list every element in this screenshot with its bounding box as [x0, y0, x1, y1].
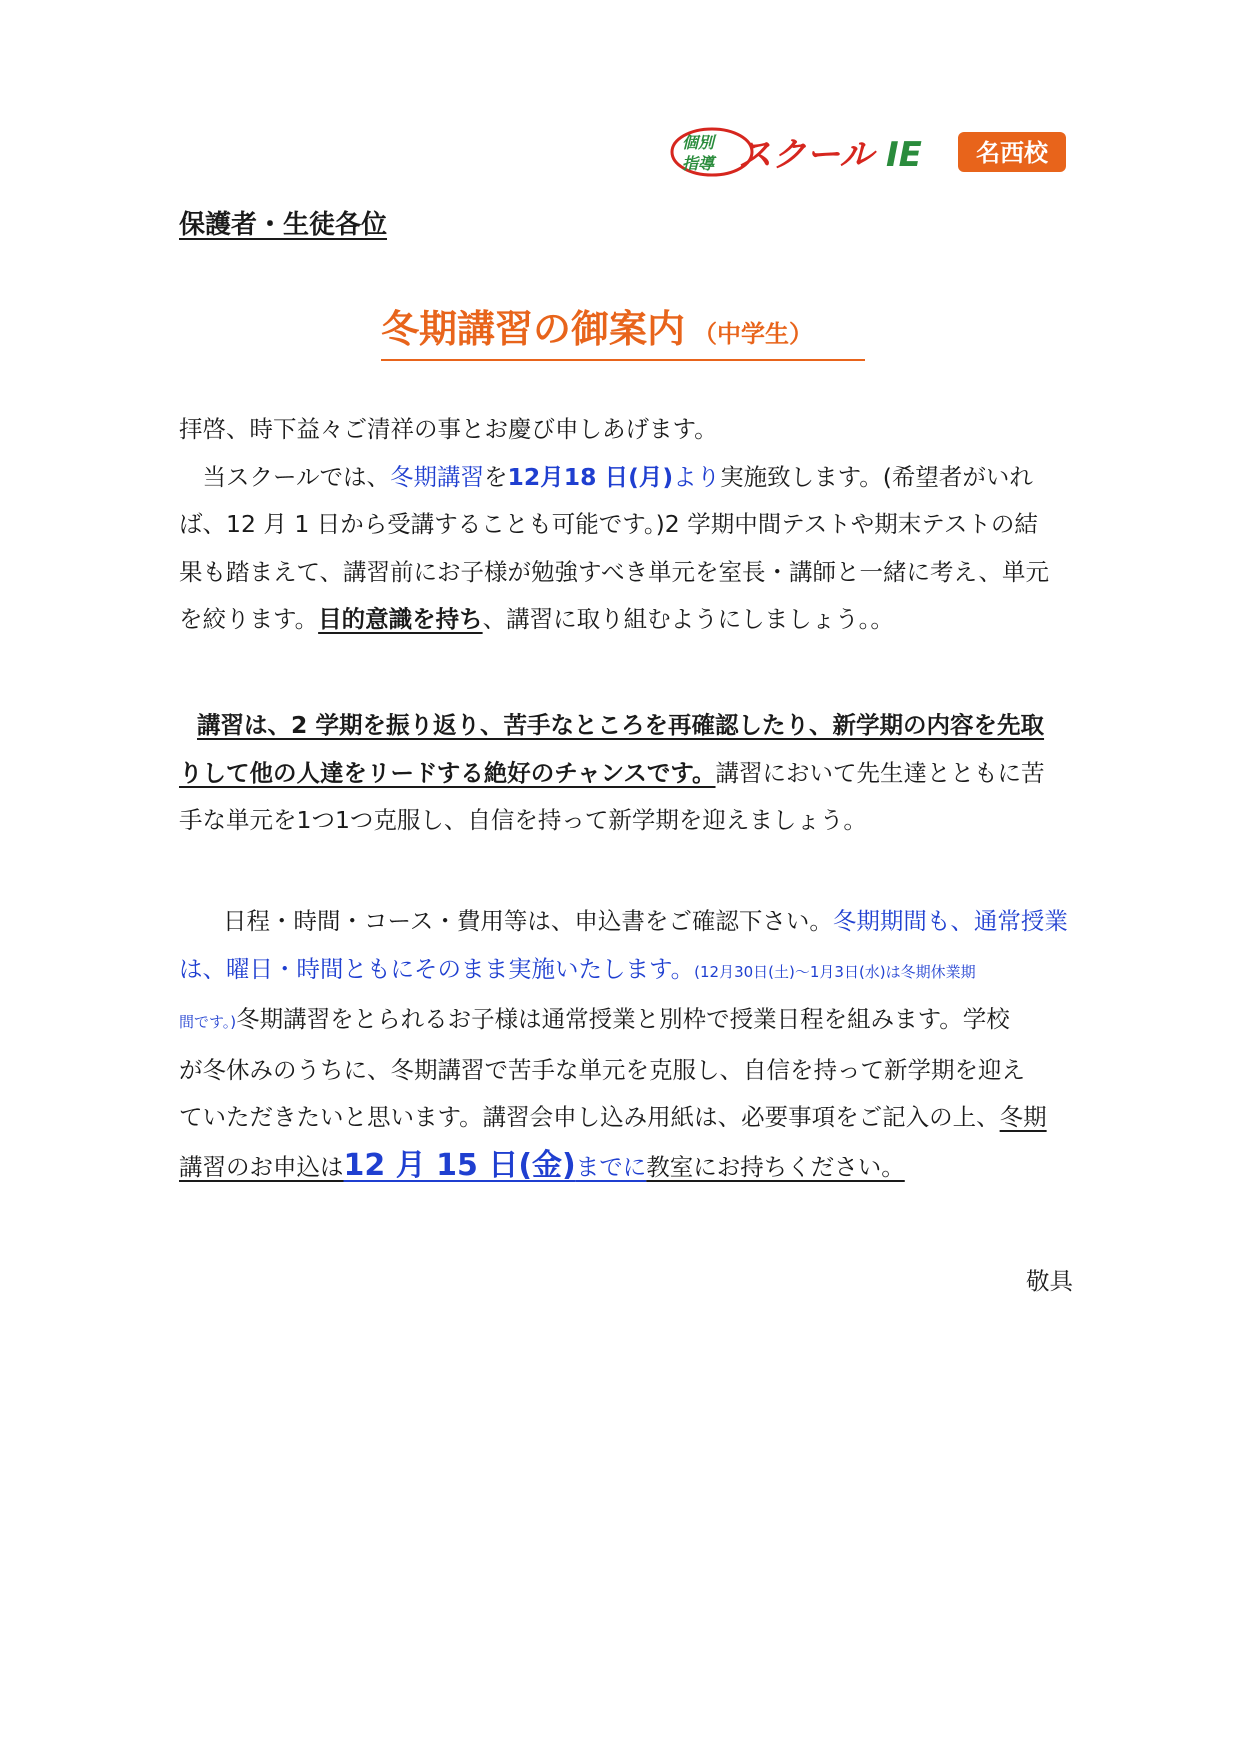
text-segment: より	[673, 462, 721, 491]
text-segment: 間です。)	[179, 1013, 237, 1031]
text-segment: 当スクールでは、	[179, 462, 391, 491]
text-segment: ていただきたいと思います。講習会申し込み用紙は、必要事項をご記入の上、	[179, 1103, 1000, 1131]
logo-brand: スクール	[738, 135, 874, 175]
text-segment: 果も踏まえて、講習前にお子様が勉強すべき単元を室長・講師と一緒に考え、単元	[179, 557, 1049, 586]
text-segment: を	[484, 462, 508, 491]
text-segment: 拝啓、時下益々ご清祥の事とお慶び申しあげます。	[179, 415, 718, 443]
page-title	[381, 298, 865, 361]
logo-kobetsu: 個別	[682, 133, 715, 152]
logo-shidou: 指導	[682, 154, 715, 173]
text-segment: 教室にお持ちください。	[646, 1152, 905, 1181]
title-sub: （中学生）	[693, 320, 814, 348]
text-segment: 冬期	[999, 1103, 1047, 1131]
text-segment: ば、12 月 1 日から受講することも可能です。)2 学期中間テストや期末テストの結	[179, 510, 1038, 538]
title-main: 冬期講習の御案内	[381, 307, 686, 351]
text-segment: 手な単元を1つ1つ克服し、自信を持って新学期を迎えましょう。	[179, 806, 867, 834]
closing: 敬具	[1026, 1267, 1073, 1295]
school-logo	[668, 126, 1070, 178]
text-segment: 実施致します。(希望者がいれ	[720, 462, 1033, 491]
text-segment: 、講習に取り組むようにしましょう。。	[482, 605, 894, 633]
salutation: 保護者・生徒各位	[179, 210, 388, 240]
text-segment: (12月30日(土)～1月3日(水)は冬期休業期	[694, 962, 976, 981]
text-segment: 冬期講習	[390, 462, 485, 491]
text-segment: を絞ります。	[179, 605, 319, 633]
text-segment: 講習は、2 学期を振り返り、苦手なところを再確認したり、新学期の内容を先取	[197, 711, 1045, 739]
text-segment: 冬期講習をとられるお子様は通常授業と別枠で授業日程を組みます。学校	[236, 1005, 1010, 1033]
logo-mark: IE	[886, 135, 922, 175]
text-segment: は、曜日・時間ともにそのまま実施いたします。	[179, 954, 695, 983]
text-segment: 12月18 日(月)	[507, 462, 674, 491]
paragraph-schedule	[179, 898, 1073, 1191]
paragraph-opportunity	[179, 702, 1073, 845]
text-segment: 日程・時間・コース・費用等は、申込書をご確認下さい。	[223, 907, 833, 935]
logo-campus: 名西校	[976, 139, 1048, 167]
text-segment: が冬休みのうちに、冬期講習で苦手な単元を克服し、自信を持って新学期を迎え	[179, 1055, 1025, 1084]
deadline-date: 12 月 15 日(金)	[343, 1147, 576, 1183]
text-segment: りして他の人達をリードする絶好のチャンスです。	[179, 758, 716, 787]
paragraph-intro	[179, 406, 1073, 644]
text-segment: 冬期期間も、通常授業	[832, 907, 1068, 935]
text-segment: 目的意識を持ち	[318, 605, 483, 633]
text-segment: 講習において先生達とともに苦	[715, 758, 1045, 787]
text-segment: までに	[575, 1152, 647, 1181]
text-segment: 講習のお申込は	[179, 1152, 344, 1181]
